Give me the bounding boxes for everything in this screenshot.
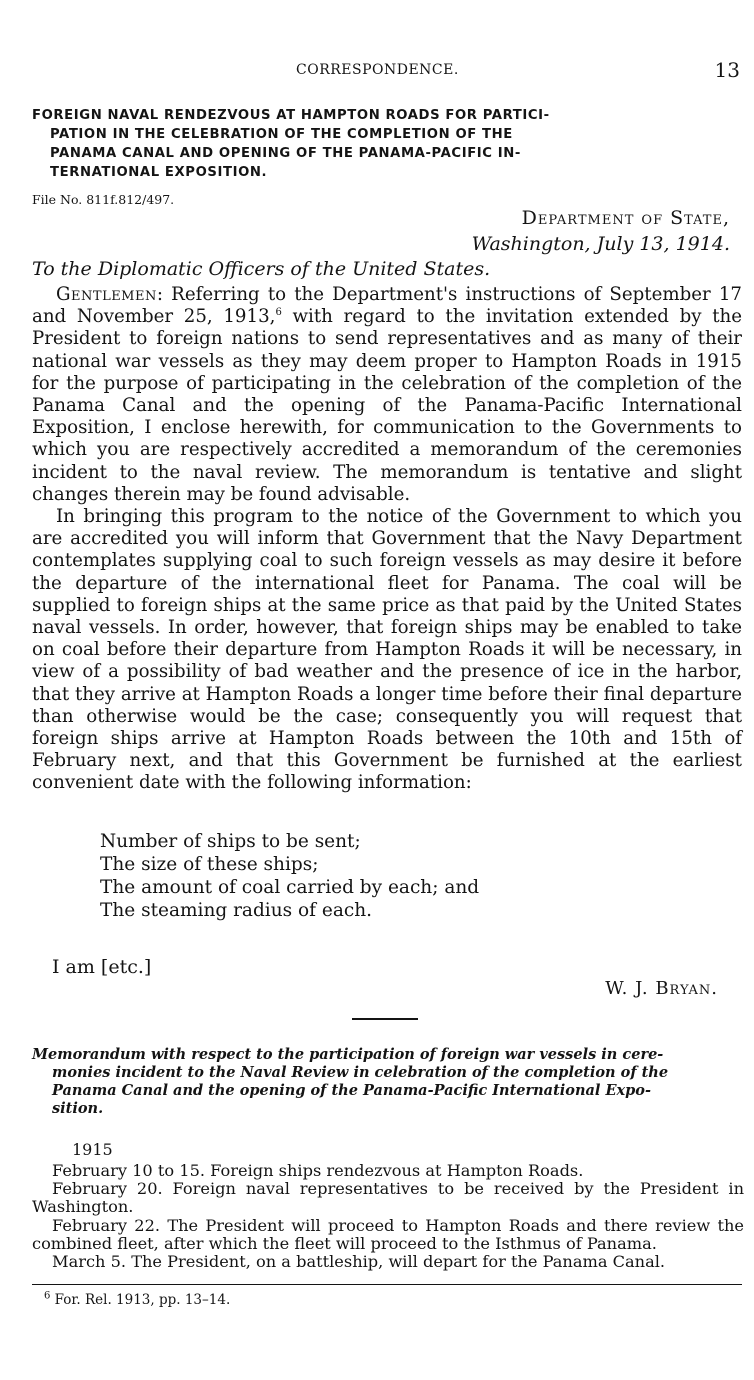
memorandum-year: 1915 (72, 1140, 113, 1159)
salutation: Gentlemen (56, 284, 157, 305)
closing: I am [etc.] (52, 956, 152, 978)
heading-line: PANAMA CANAL AND OPENING OF THE PANAMA-PACIFIC IN- (50, 146, 521, 161)
memo-entry: March 5. The President, on a battleship, will depart for the Panama Canal. (52, 1252, 666, 1272)
paragraph: In bringing this program to the notice of the Government to which you are accredited you will inform that Government that the Navy Department contemplates supplying coal to such foreign vessels as may desire it before the departure of the international fleet for Panama. The coal will be supplied to foreign ships at the same price as that paid by the United States naval vessels. In order, however, that foreign ships may be enabled to take on coal before their departure from Hampton Roads it will be necessary, in view of a possibility of bad weather and the presence of ice in the harbor, that they arrive at Hampton Roads a longer time before their final departure than otherwise would be the case; consequently you will request that foreign ships arrive at Hampton Roads between the 10th and 15th of February next, and that this Government be furnished at the earliest convenient date with the following information: (32, 506, 742, 794)
memo-title-line: Panama Canal and the opening of the Panama-Pacific International Expo- (52, 1082, 651, 1099)
footnote-marker: 6 (275, 307, 282, 319)
signature-name: W. J. Bryan. (605, 978, 718, 999)
memo-entry: February 20. Foreign naval representatives to be received by the President in Washington. (32, 1179, 744, 1217)
memorandum-title (32, 1046, 744, 1118)
heading-line: PATION IN THE CELEBRATION OF THE COMPLETION OF THE (50, 127, 513, 142)
footnote (44, 1292, 230, 1308)
running-head (0, 60, 754, 84)
list-item: Number of ships to be sent; (100, 831, 361, 852)
page-number: 13 (714, 58, 740, 82)
address-line: To the Diplomatic Officers of the United States. (32, 258, 491, 280)
heading-line: FOREIGN NAVAL RENDEZVOUS AT HAMPTON ROADS FOR PARTICI- (32, 108, 550, 123)
memo-entry: February 10 to 15. Foreign ships rendezvous at Hampton Roads. (52, 1161, 584, 1180)
place-and-date: Washington, July 13, 1914. (471, 233, 730, 255)
dateline (472, 205, 730, 257)
information-list (100, 830, 479, 922)
heading-line: TERNATIONAL EXPOSITION. (50, 165, 268, 180)
signature (605, 978, 718, 999)
footnote-rule (32, 1284, 742, 1285)
memo-title-line: sition. (52, 1100, 104, 1117)
memorandum-entries (32, 1162, 744, 1271)
footnote-text: For. Rel. 1913, pp. 13–14. (54, 1292, 231, 1308)
footnote-mark: 6 (44, 1290, 51, 1302)
section-heading (32, 106, 744, 182)
list-item: The size of these ships; (100, 854, 319, 875)
list-item: The amount of coal carried by each; and (100, 877, 480, 898)
running-head-title: CORRESPONDENCE. (296, 62, 459, 78)
department-name: Department of State, (521, 207, 730, 229)
paragraph (32, 284, 742, 506)
list-item: The steaming radius of each. (100, 900, 373, 921)
paragraph-text: : Referring to the Department's instructions of September 17 and November 25, 1913, (32, 284, 742, 328)
section-divider (352, 1018, 418, 1020)
file-number: File No. 811f.812/497. (32, 192, 175, 207)
memo-entry: February 22. The President will proceed to Hampton Roads and there review the combined fleet, after which the fleet will proceed to the Isthmus of Panama. (32, 1215, 744, 1253)
paragraph-text: with regard to the invitation extended by the President to foreign nations to send representatives and as many of their national war vessels as they may deem proper to Hampton Roads in 1915 for the purpose of participating in the celebration of the completion of the Panama Canal and the opening of the Panama-Pacific International Exposition, I enclose herewith, for communication to the Governments to which you are respectively accredited a memorandum of the ceremonies incident to the naval review. The memorandum is tentative and slight changes therein may be found advisable. (32, 306, 742, 505)
memo-title-line: Memorandum with respect to the participation of foreign war vessels in cere- (32, 1046, 664, 1063)
memo-title-line: monies incident to the Naval Review in celebration of the completion of the (52, 1064, 669, 1081)
letter-body (32, 284, 742, 795)
